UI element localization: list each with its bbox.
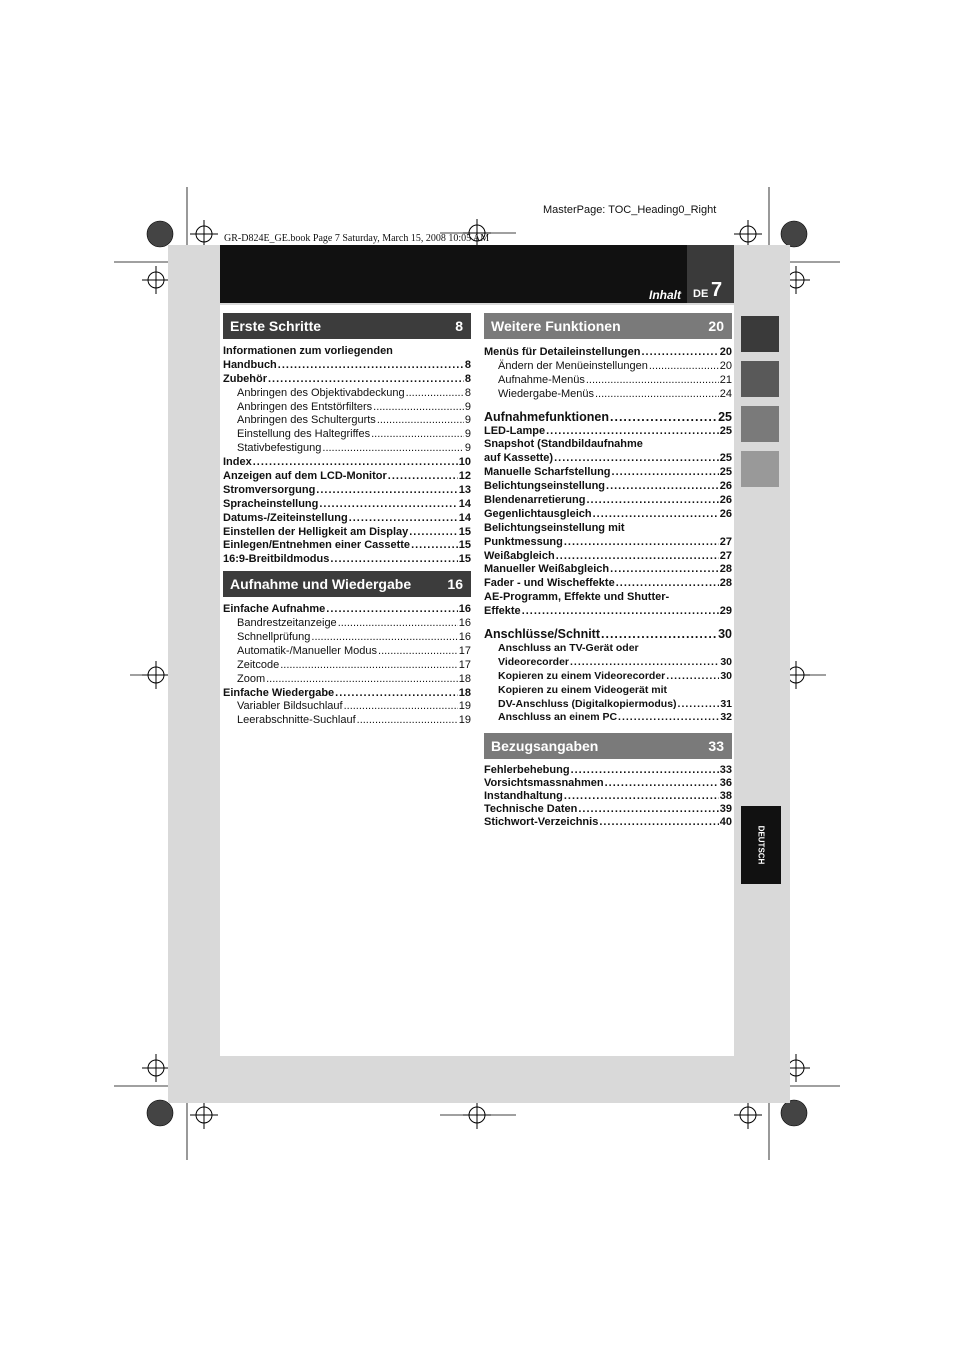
toc-entry[interactable]: Automatik-/Manueller Modus ..... 17 [223,645,471,659]
toc-entry[interactable]: Anbringen des Objektivabdeckung ..... 8 [223,387,471,401]
toc-entry[interactable]: Fader - und Wischeffekte ..... 28 [484,577,732,591]
side-tab-3 [741,406,779,442]
side-tab-4 [741,451,779,487]
section-page: 33 [708,738,724,755]
toc-entry[interactable]: Manuelle Scharfstellung ..... 25 [484,466,732,480]
toc-entry[interactable]: Ändern der Menüeinstellungen ..... 20 [484,360,732,374]
toc-entry[interactable]: auf Kassette) ..... 25 [484,452,732,466]
section-title: Bezugsangaben [491,738,599,755]
toc-entry[interactable]: Schnellprüfung ..... 16 [223,631,471,645]
side-tab-2 [741,361,779,397]
toc-list-aufnahme-wiedergabe [223,603,471,728]
toc-list-weitere-funktionen [484,346,732,725]
toc-entry[interactable]: Einfache Wiedergabe ..... 18 [223,687,471,701]
toc-entry[interactable]: Anschlüsse/Schnitt ..... 30 [484,627,732,642]
toc-entry[interactable]: Anbringen des Schultergurts ..... 9 [223,414,471,428]
toc-entry[interactable]: Index ..... 10 [223,456,471,470]
toc-entry[interactable]: Informationen zum vorliegenden [223,345,393,357]
toc-entry[interactable]: Instandhaltung ..... 38 [484,790,732,803]
toc-left-column [223,313,471,728]
toc-entry[interactable]: Anschluss an einem PC ..... 32 [484,711,732,725]
toc-entry[interactable]: Zeitcode ..... 17 [223,659,471,673]
section-header-bezugsangaben [484,733,732,759]
toc-entry[interactable]: Anbringen des Entstörfilters ..... 9 [223,401,471,415]
header-bar [220,245,687,303]
toc-right-column [484,313,732,829]
toc-entry[interactable]: Stichwort-Verzeichnis ..... 40 [484,816,732,829]
toc-entry[interactable]: Einstellen der Helligkeit am Display ..... 15 [223,526,471,540]
section-page: 8 [455,318,463,334]
section-title: Erste Schritte [230,318,322,334]
section-header-weitere-funktionen [484,313,732,339]
section-title: Weitere Funktionen [491,318,621,334]
toc-entry[interactable]: Gegenlichtausgleich ..... 26 [484,508,732,522]
toc-entry[interactable]: Zubehör ..... 8 [223,373,471,387]
toc-entry[interactable]: AE-Programm, Effekte und Shutter- [484,591,670,604]
toc-entry[interactable]: Kopieren zu einem Videorecorder ..... 30 [484,670,732,684]
toc-entry[interactable]: Datums-/Zeiteinstellung ..... 14 [223,512,471,526]
toc-entry[interactable]: Stromversorgung ..... 13 [223,484,471,498]
toc-entry[interactable]: Einlegen/Entnehmen einer Cassette ..... 15 [223,539,471,553]
toc-entry[interactable]: Handbuch ..... 8 [223,359,471,373]
section-page: 16 [447,576,463,593]
toc-entry[interactable]: Belichtungseinstellung mit [484,521,625,534]
toc-entry[interactable]: DV-Anschluss (Digitalkopiermodus) ..... 31 [484,698,732,712]
toc-entry[interactable]: Wiedergabe-Menüs ..... 24 [484,388,732,402]
toc-entry[interactable]: Variabler Bildsuchlauf ..... 19 [223,700,471,714]
toc-entry[interactable]: Kopieren zu einem Videogerät mit [498,683,668,696]
toc-entry[interactable]: Videorecorder ..... 30 [484,656,732,670]
toc-list-erste-schritte [223,345,471,567]
language-tab-label: DEUTSCH [756,825,766,865]
toc-entry[interactable]: Effekte ..... 29 [484,605,732,619]
toc-entry[interactable]: 16:9-Breitbildmodus ..... 15 [223,553,471,567]
toc-entry[interactable]: Weißabgleich ..... 27 [484,550,732,564]
toc-entry[interactable]: LED-Lampe ..... 25 [484,425,732,439]
toc-list-bezugsangaben [484,764,732,829]
toc-entry[interactable]: Einfache Aufnahme ..... 16 [223,603,471,617]
toc-entry[interactable]: Menüs für Detaileinstellungen ..... 20 [484,346,732,360]
section-header-aufnahme-wiedergabe [223,571,471,597]
toc-entry[interactable]: Bandrestzeitanzeige ..... 16 [223,617,471,631]
toc-entry[interactable]: Aufnahme-Menüs ..... 21 [484,374,732,388]
toc-entry[interactable]: Einstellung des Haltegriffes ..... 9 [223,428,471,442]
section-header-erste-schritte [223,313,471,339]
toc-entry[interactable]: Leerabschnitte-Suchlauf ..... 19 [223,714,471,728]
toc-entry[interactable]: Stativbefestigung ..... 9 [223,442,471,456]
master-page-label: MasterPage: TOC_Heading0_Right [543,204,717,216]
language-tab [741,806,781,884]
toc-entry[interactable]: Zoom ..... 18 [223,673,471,687]
book-info-line: GR-D824E_GE.book Page 7 Saturday, March 15, 2008 10:05 AM [224,233,490,244]
toc-entry[interactable]: Manueller Weißabgleich ..... 28 [484,563,732,577]
header-language: DE [693,288,709,300]
page-number: 7 [711,279,723,301]
toc-entry[interactable]: Technische Daten ..... 39 [484,803,732,816]
toc-entry[interactable]: Anzeigen auf dem LCD-Monitor ..... 12 [223,470,471,484]
section-title: Aufnahme und Wiedergabe [230,576,412,593]
toc-entry[interactable]: Punktmessung ..... 27 [484,536,732,550]
toc-entry[interactable]: Vorsichtsmassnahmen ..... 36 [484,777,732,790]
toc-entry[interactable]: Aufnahmefunktionen ..... 25 [484,410,732,425]
toc-entry[interactable]: Spracheinstellung ..... 14 [223,498,471,512]
toc-entry[interactable]: Belichtungseinstellung ..... 26 [484,480,732,494]
toc-entry[interactable]: Blendenarretierung ..... 26 [484,494,732,508]
toc-entry[interactable]: Fehlerbehebung ..... 33 [484,764,732,777]
section-page: 20 [708,318,724,334]
header-section-title: Inhalt [649,288,681,302]
toc-entry[interactable]: Anschluss an TV-Gerät oder [498,642,639,655]
toc-entry[interactable]: Snapshot (Standbildaufnahme [484,438,643,451]
side-tab-1 [741,316,779,352]
